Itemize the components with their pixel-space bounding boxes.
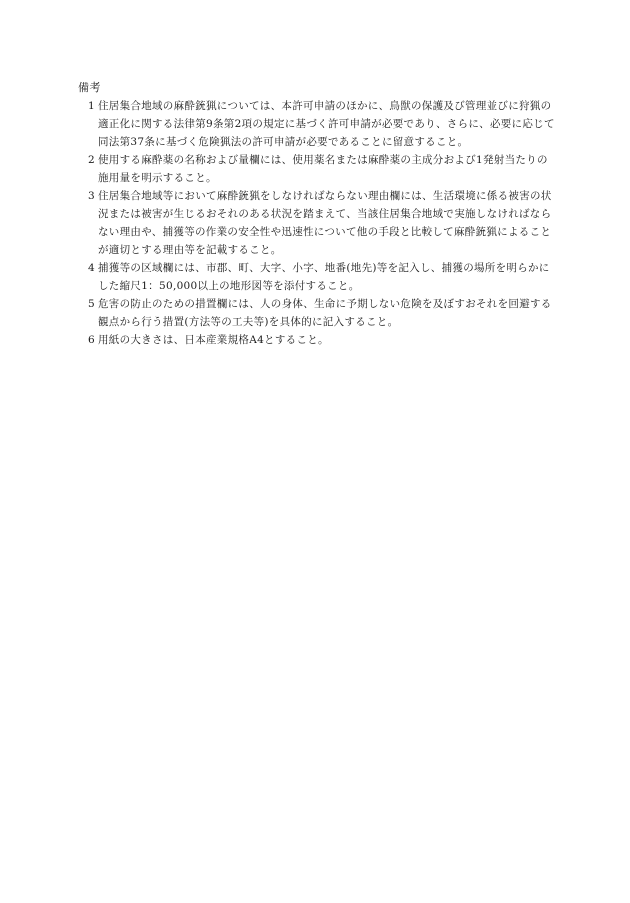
remark-item-1 [78,97,558,151]
remark-text: 用紙の大きさは、日本産業規格A4とすること。 [98,334,329,346]
remark-text: 使用する麻酔薬の名称および量欄には、使用薬名または麻酔薬の主成分および1発射当たりの施用量を明示すること。 [98,154,548,184]
remark-text: 住居集合地域の麻酔銃猟については、本許可申請のほかに、鳥獣の保護及び管理並びに狩猟の適正化に関する法律第9条第2項の規定に基づく許可申請が必要であり、さらに、必要に応じて同法第37条に基づく危険猟法の許可申請が必要であることに留意すること。 [98,100,555,148]
remark-item-6 [78,331,558,349]
remark-number: 1 [88,100,95,112]
remark-text: 捕獲等の区域欄には、市郡、町、大字、小字、地番(地先)等を記入し、捕獲の場所を明らかにした縮尺1：50,000以上の地形図等を添付すること。 [98,262,550,292]
remark-text: 住居集合地域等において麻酔銃猟をしなければならない理由欄には、生活環境に係る被害の状況または被害が生じるおそれのある状況を踏まえて、当該住居集合地域で実施しなければならない理由や、捕獲等の作業の安全性や迅速性について他の手段と比較して麻酔銃猟によることが適切とする理由等を記載すること。 [98,190,552,256]
remark-number: 3 [88,190,95,202]
remark-text: 危害の防止のための措置欄には、人の身体、生命に予期しない危険を及ぼすおそれを回避する観点から行う措置(方法等の工夫等)を具体的に記入すること。 [98,298,552,328]
remark-item-3 [78,187,558,259]
remark-number: 5 [88,298,95,310]
remarks-list [78,97,558,349]
remark-item-5 [78,295,558,331]
remarks-section [78,80,558,349]
remark-item-4 [78,259,558,295]
remark-number: 2 [88,154,95,166]
remark-item-2 [78,151,558,187]
remarks-heading: 備考 [78,81,101,94]
remark-number: 6 [88,334,95,346]
remark-number: 4 [88,262,95,274]
